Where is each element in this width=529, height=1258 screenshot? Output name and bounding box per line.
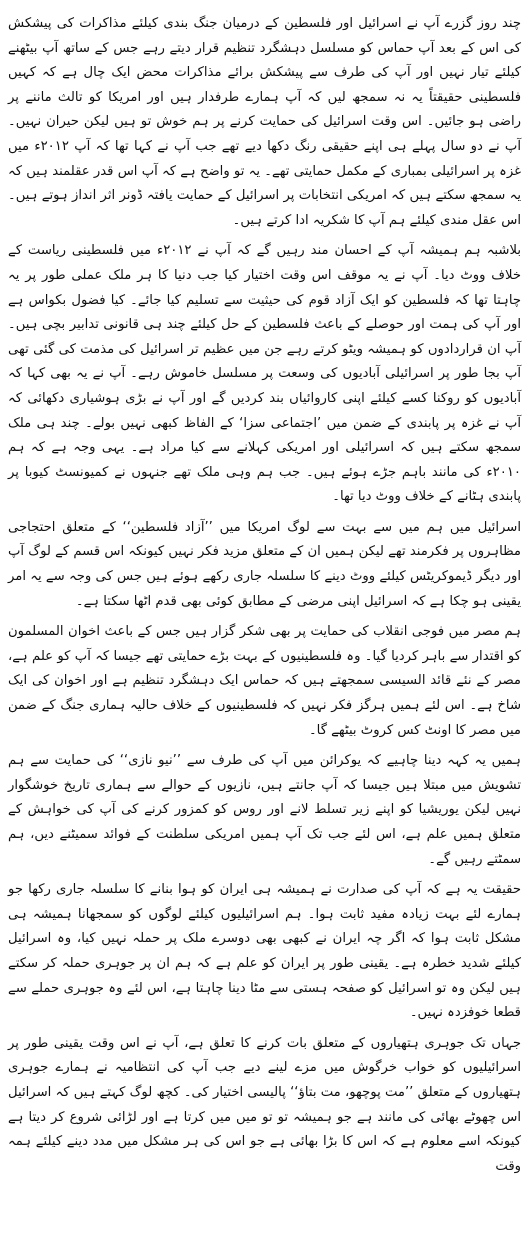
article-paragraph: ہمیں یہ کہہ دینا چاہیے کہ یوکرائن میں آپ کی طرف سے ’’نیو نازی‘‘ کی حمایت سے ہم تشویش میں مبتلا ہیں جیسا کہ آپ جانتے ہیں، نازیوں کے حوالے سے ہماری تاریخ خوشگوار نہیں لیکن یوریشیا کو اپنے زیر تسلط لانے اور روس کو کمزور کرنے کی آپ کی خواہش کے متعلق ہمیں علم ہے، اس لئے جب تک آپ ہمیں امریکی سلطنت کے فوائد سمیٹنے دیں، ہم سمٹتے رہیں گے۔ xyxy=(8,753,521,867)
article-paragraph: بلاشبہ ہم ہمیشہ آپ کے احسان مند رہیں گے کہ آپ نے ۲۰۱۲ء میں فلسطینی ریاست کے خلاف ووٹ دیا۔ آپ نے یہ موقف اس وقت اختیار کیا جب دنیا کا ہر ملک عملی طور پر یہ چاہتا تھا کہ فلسطین کو ایک آزاد قوم کی حیثیت سے تسلیم کیا جائے۔ کیا فضول بکواس ہے اور آپ کی ہمت اور حوصلے کے باعث فلسطین کے حل کیلئے چند ہی قانونی تدابیر بچی ہیں۔ آپ ان قراردادوں کو ہمیشہ ویٹو کرتے رہے جن میں عظیم تر اسرائیل کی مذمت کی گئی تھی آپ بجا طور پر اسرائیلی آبادیوں کی وسعت پر مسلسل خاموش رہے۔ آپ نے یہ بھی کہا کہ آبادیوں کو روکنا کسے کیلئے اپنی کاروائیاں بند کردیں گے اور آپ نے بڑی ہوشیاری دکھائی کہ آپ نے غزہ پر پابندی کے ضمن میں ’اجتماعی سزا‘ کے الفاظ کبھی نہیں بولے۔ چند ہی ملک سمجھ سکتے ہیں کہ اسرائیلی اور امریکی کہلانے سے کیا مراد ہے۔ یہی وجہ ہے کہ ہم ۲۰۱۰ء کی مانند باہم جڑے ہوئے ہیں۔ جب ہم وہی ملک تھے جنہوں نے کمیونسٹ کیوبا پر پابندی ہٹانے کے خلاف ووٹ دیا تھا۔ xyxy=(8,243,521,505)
article-paragraph: حقیقت یہ ہے کہ آپ کی صدارت نے ہمیشہ ہی ایران کو ہوا بنانے کا سلسلہ جاری رکھا جو ہمارے لئے بہت زیادہ مفید ثابت ہوا۔ ہم اسرائیلیوں کیلئے لوگوں کو سمجھانا ہمیشہ ہی مشکل ثابت ہوا کہ اگر چہ ایران نے کبھی بھی دوسرے ملک پر حملہ نہیں کیا، وہ اسرائیل کیلئے شدید خطرہ ہے۔ یقینی طور پر ایران کو علم ہے کہ ہم ان پر جوہری حملہ کر سکتے ہیں لیکن وہ تو اسرائیل کو صفحہ ہستی سے مٹا دینا چاہتا ہے، اس لئے وہ جوہری حملے سے قطعا خوفزدہ نہیں۔ xyxy=(8,882,521,1021)
article-paragraph: ہم مصر میں فوجی انقلاب کی حمایت پر بھی شکر گزار ہیں جس کے باعث اخوان المسلمون کو اقتدار سے باہر کردیا گیا۔ وہ فلسطینیوں کے بہت بڑے حمایتی تھے جیسا کہ آپ کو علم ہے، مصر کے نئے قائد السیسی سمجھتے ہیں کہ حماس ایک دہشگرد تنظیم ہے اور اخوان کی ایک شاخ ہے۔ اس لئے ہمیں ہرگز فکر نہیں کہ فلسطینیوں کے خلاف حالیہ ہماری جنگ کے ضمن میں مصر کا اونٹ کس کروٹ بیٹھے گا۔ xyxy=(8,624,521,738)
article-paragraph: جہاں تک جوہری ہتھیاروں کے متعلق بات کرنے کا تعلق ہے، آپ نے اس وقت یقینی طور پر اسرائیلیوں کو خواب خرگوش میں مزے لینے دیے جب آپ کی انتظامیہ نے ہمارے جوہری ہتھیاروں کے متعلق ’’مت پوچھو، مت بتاؤ‘‘ پالیسی اختیار کی۔ کچھ لوگ کہتے ہیں کہ اسرائیل اس چھوٹے بھائی کی مانند ہے جو ہمیشہ تو تو میں میں کرتا ہے اور لڑائی شروع کر دیتا ہے کیونکہ اسے معلوم ہے کہ اس کا بڑا بھائی ہے جو اس کی ہر مشکل میں مدد دینے کیلئے ہمہ وقت xyxy=(8,1035,521,1174)
article-paragraph: چند روز گزرے آپ نے اسرائیل اور فلسطین کے درمیان جنگ بندی کیلئے مذاکرات کی پیشکش کی اس کے بعد آپ حماس کو مسلسل دہشگرد تنظیم قرار دیتے رہے جس کے ساتھ آپ بیٹھنے کیلئے تیار نہیں اور آپ کی طرف سے پیشکش برائے مذاکرات محض ایک چال ہے کہ کہیں فلسطینی حقیقتاً یہ نہ سمجھ لیں کہ آپ ہمارے طرفدار ہیں اور امریکا کو تالث ماننے پر راضی ہو جائیں۔ اس وقت اسرائیل کی حمایت کرنے پر ہم خوش تو ہیں لیکن حیران نہیں۔ آپ نے دو سال پہلے ہی اپنے حقیقی رنگ دکھا دیے تھے جب آپ نے کہا تھا کہ آپ ۲۰۱۲ء میں غزہ پر اسرائیلی بمباری کے مکمل حمایتی تھے۔ یہ تو واضح ہے کہ آپ اس قدر عقلمند ہیں کہ یہ سمجھ سکتے ہیں کہ امریکی انتخابات پر اسرائیل کے حمایت یافتہ ڈونر اثر انداز ہوتے ہیں۔ اس عقل مندی کیلئے ہم آپ کا شکریہ ادا کرتے ہیں۔ xyxy=(8,16,522,228)
article-paragraph: اسرائیل میں ہم میں سے بہت سے لوگ امریکا میں ’’آزاد فلسطین‘‘ کے متعلق احتجاجی مظاہروں پر فکرمند تھے لیکن ہمیں ان کے متعلق مزید فکر نہیں کیونکہ اس قسم کے لوگ آپ اور دیگر ڈیموکریٹس کیلئے ووٹ دینے کا سلسلہ جاری رکھے ہوئے ہیں جس کی وجہ سے یہ امر یقینی ہو چکا ہے کہ اسرائیل اپنی مرضی کے مطابق کوئی بھی قدم اٹھا سکتا ہے۔ xyxy=(8,519,521,609)
